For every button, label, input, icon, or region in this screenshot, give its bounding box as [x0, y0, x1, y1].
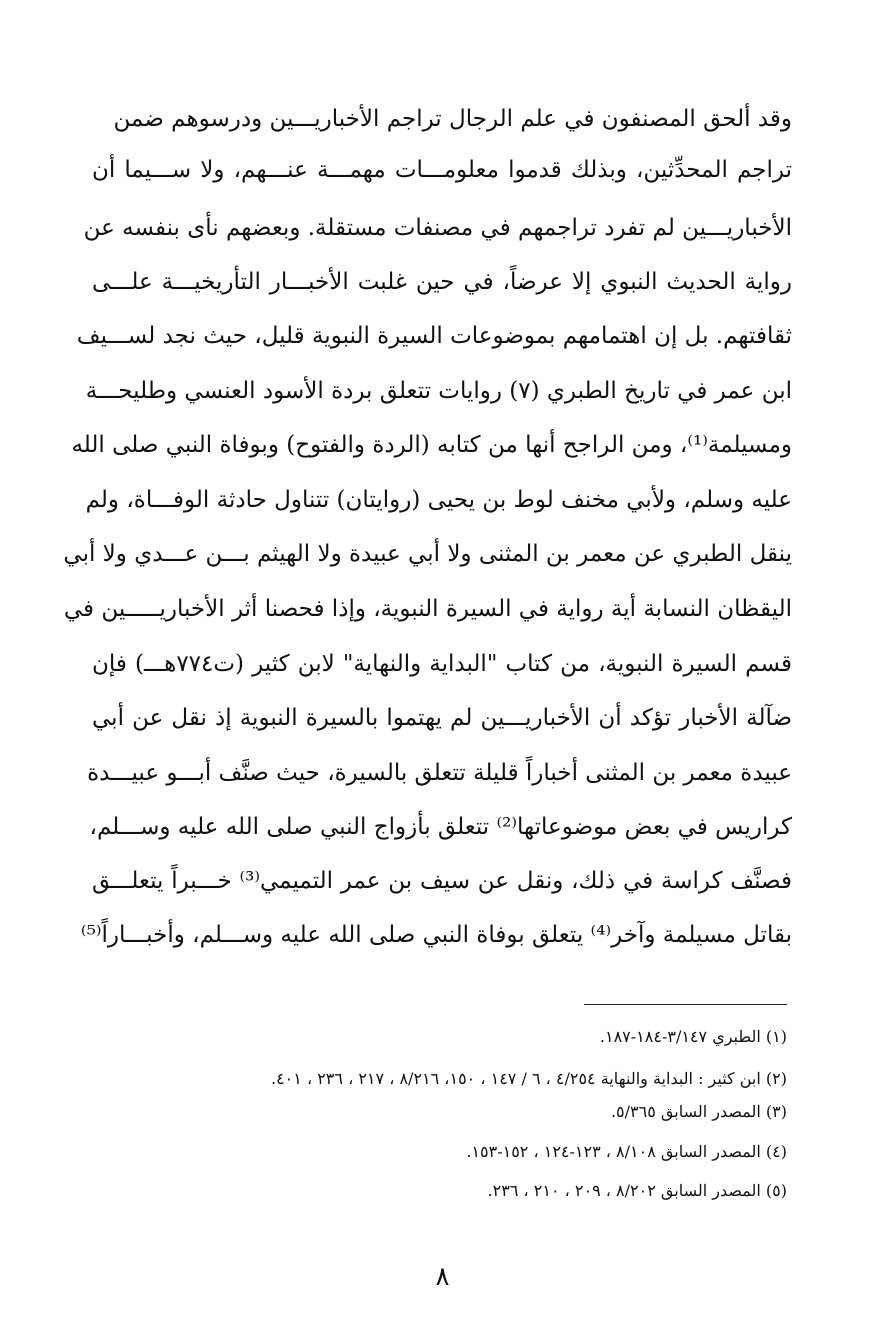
- body-line: ومسيلمة⁽¹⁾، ومن الراجح أنها من كتابه (الردة والفتوح) وبوفاة النبي صلى الله: [71, 432, 792, 458]
- page-number: ٨: [435, 1262, 450, 1292]
- body-line: الأخباريـــين لم تفرد تراجمهم في مصنفات مستقلة. وبعضهم نأى بنفسه عن: [83, 215, 792, 241]
- body-line: وقد ألحق المصنفون في علم الرجال تراجم الأخباريـــين ودرسوهم ضمن: [113, 106, 792, 132]
- body-line: عبيدة معمر بن المثنى أخباراً قليلة تتعلق بالسيرة، حيث صنَّف أبـــو عبيـــدة: [87, 760, 792, 786]
- body-line: عليه وسلم، ولأبي مخنف لوط بن يحيى (روايتان) تتناول حادثة الوفـــاة، ولم: [85, 487, 792, 513]
- footnote-2: (٢) ابن كثير : البداية والنهاية ٤/٢٥٤ ، ٦ / ١٤٧ ، ١٥٠، ٨/٢١٦ ، ٢١٧ ، ٢٣٦ ، ٤٠١.: [270, 1069, 787, 1088]
- body-line: ثقافتهم. بل إن اهتمامهم بموضوعات السيرة النبوية قليل، حيث نجد لســـيف: [76, 323, 792, 349]
- body-line: ابن عمر في تاريخ الطبري (٧) روايات تتعلق بردة الأسود العنسي وطليحـــة: [85, 378, 792, 404]
- footnote-1: (١) الطبري ٣/١٤٧-١٨٤-١٨٧.: [599, 1027, 787, 1046]
- footnote-3: (٣) المصدر السابق ٥/٣٦٥.: [610, 1102, 787, 1121]
- body-line: تراجم المحدِّثين، وبذلك قدموا معلومـــات مهمـــة عنـــهم، ولا ســـيما أن: [92, 157, 792, 183]
- body-line: كراريس في بعض موضوعاتها⁽²⁾ تتعلق بأزواج النبي صلى الله عليه وســـلم،: [89, 814, 792, 840]
- body-line: قسم السيرة النبوية، من كتاب "البداية والنهاية" لابن كثير (ت٧٧٤هـــ) فإن: [92, 651, 792, 677]
- body-line: بقاتل مسيلمة وآخر⁽⁴⁾ يتعلق بوفاة النبي صلى الله عليه وســـلم، وأخبـــاراً⁽⁵⁾: [80, 922, 792, 948]
- body-line: رواية الحديث النبوي إلا عرضاً، في حين غلبت الأخبـــار التأريخيـــة علـــى: [92, 269, 792, 295]
- body-line: ينقل الطبري عن معمر بن المثنى ولا أبي عبيدة ولا الهيثم بـــن عـــدي ولا أبي: [63, 541, 792, 567]
- footnote-4: (٤) المصدر السابق ٨/١٠٨ ، ١٢٣-١٢٤ ، ١٥٢-١٥٣.: [466, 1142, 787, 1161]
- footnote-5: (٥) المصدر السابق ٨/٢٠٢ ، ٢٠٩ ، ٢١٠ ، ٢٣٦.: [487, 1181, 787, 1200]
- footnote-separator: [584, 1004, 787, 1005]
- body-line: ضآلة الأخبار تؤكد أن الأخباريـــين لم يهتموا بالسيرة النبوية إذ نقل عن أبي: [92, 705, 792, 731]
- body-line: فصنَّف كراسة في ذلك، ونقل عن سيف بن عمر التميمي⁽³⁾ خـــبراً يتعلـــق: [92, 868, 792, 894]
- body-line: اليقظان النسابة أية رواية في السيرة النبوية، وإذا فحصنا أثر الأخباريـــــين في: [63, 596, 792, 622]
